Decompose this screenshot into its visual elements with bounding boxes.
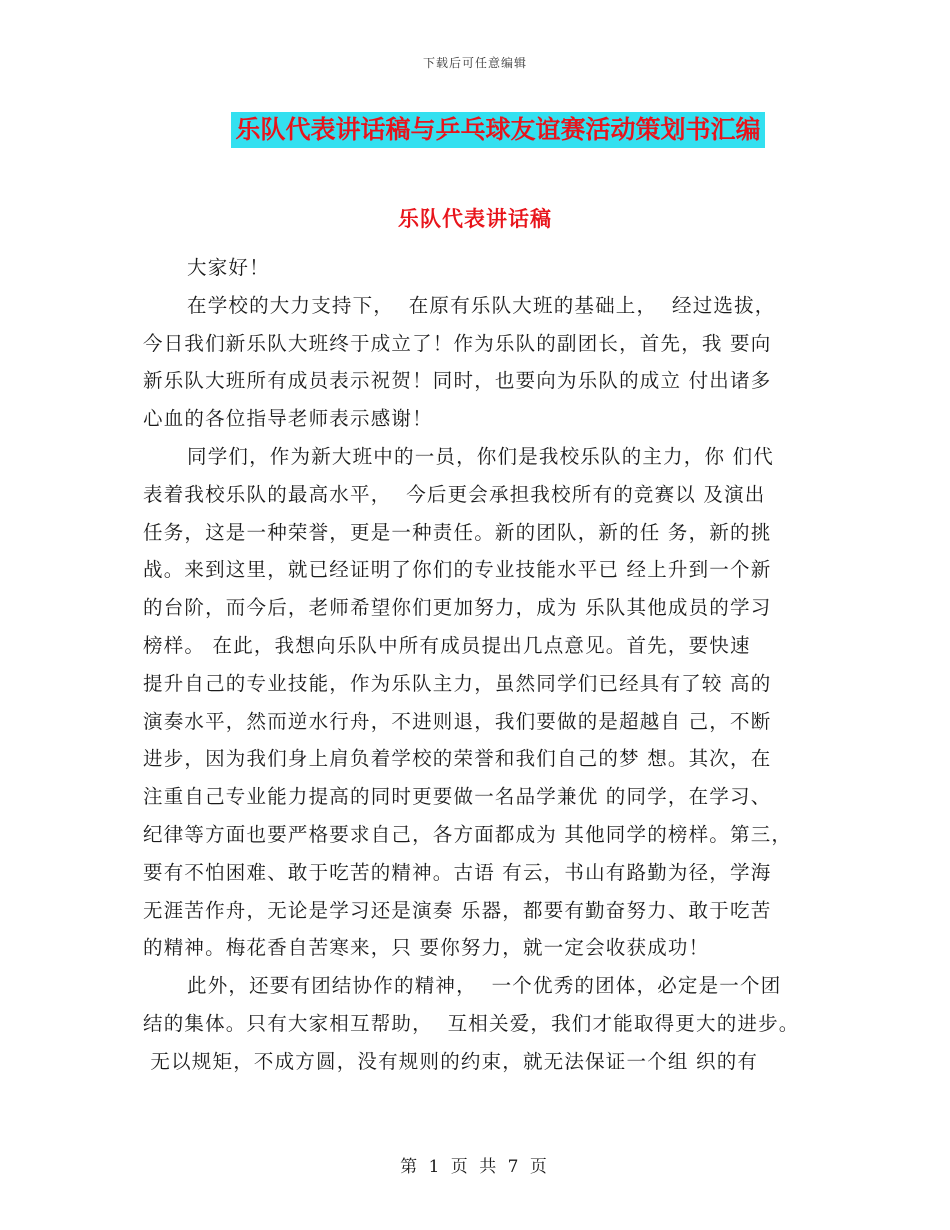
- paragraph-line: 结的集体。只有大家相互帮助， 互相关爱，我们才能取得更大的进步。: [143, 1011, 800, 1035]
- page-footer: 第 1 页 共 7 页: [400, 1157, 550, 1177]
- paragraph-line: 的精神。梅花香自苦寒来，只 要你努力，就一定会收获成功！: [143, 936, 710, 960]
- paragraph-line: 在学校的大力支持下， 在原有乐队大班的基础上， 经过选拔，: [187, 293, 776, 317]
- paragraph-line: 今日我们新乐队大班终于成立了！作为乐队的副团长，首先，我 要向: [143, 331, 772, 355]
- paragraph-line: 纪律等方面也要严格要求自己，各方面都成为 其他同学的榜样。第三，: [143, 822, 793, 846]
- paragraph-line: 榜样。 在此，我想向乐队中所有成员提出几点意见。首先，要快速: [143, 633, 751, 657]
- paragraph-line: 大家好！: [187, 256, 270, 279]
- paragraph-line: 无以规矩，不成方圆，没有规则的约束，就无法保证一个组 织的有: [143, 1049, 759, 1073]
- header-note: 下载后可任意编辑: [422, 56, 527, 70]
- body-text: [143, 249, 823, 1081]
- paragraph-line: 此外，还要有团结协作的精神， 一个优秀的团体，必定是一个团: [187, 974, 782, 998]
- paragraph-line: 提升自己的专业技能，作为乐队主力，虽然同学们已经具有了较 高的: [143, 671, 772, 695]
- paragraph-line: 表着我校乐队的最高水平， 今后更会承担我校所有的竞赛以 及演出: [143, 482, 766, 506]
- paragraph-line: 要有不怕困难、敢于吃苦的精神。古语 有云，书山有路勤为径，学海: [143, 860, 772, 884]
- paragraph-line: 战。来到这里，就已经证明了你们的专业技能水平已 经上升到一个新: [143, 558, 772, 582]
- paragraph-line: 同学们，作为新大班中的一员，你们是我校乐队的主力，你 们代: [187, 444, 774, 468]
- paragraph-line: 无涯苦作舟，无论是学习还是演奏 乐器，都要有勤奋努力、敢于吃苦: [143, 898, 772, 922]
- paragraph-line: 任务，这是一种荣誉，更是一种责任。新的团队，新的任 务，新的挑: [143, 520, 772, 544]
- paragraph-line: 注重自己专业能力提高的同时更要做一名品学兼优 的同学，在学习、: [143, 785, 772, 809]
- document-title: 乐队代表讲话稿与乒乓球友谊赛活动策划书汇编: [231, 112, 764, 148]
- paragraph-line: 演奏水平，然而逆水行舟，不进则退，我们要做的是超越自 己，不断: [143, 709, 772, 733]
- paragraph-line: 的台阶，而今后，老师希望你们更加努力，成为 乐队其他成员的学习: [143, 596, 772, 620]
- section-title: 乐队代表讲话稿: [398, 206, 552, 231]
- paragraph-line: 心血的各位指导老师表示感谢！: [143, 407, 433, 431]
- document-title-wrap: [0, 112, 950, 148]
- paragraph-line: 进步，因为我们身上肩负着学校的荣誉和我们自己的梦 想。其次，在: [143, 747, 772, 771]
- paragraph-line: 新乐队大班所有成员表示祝贺！同时，也要向为乐队的成立 付出诸多: [143, 369, 772, 393]
